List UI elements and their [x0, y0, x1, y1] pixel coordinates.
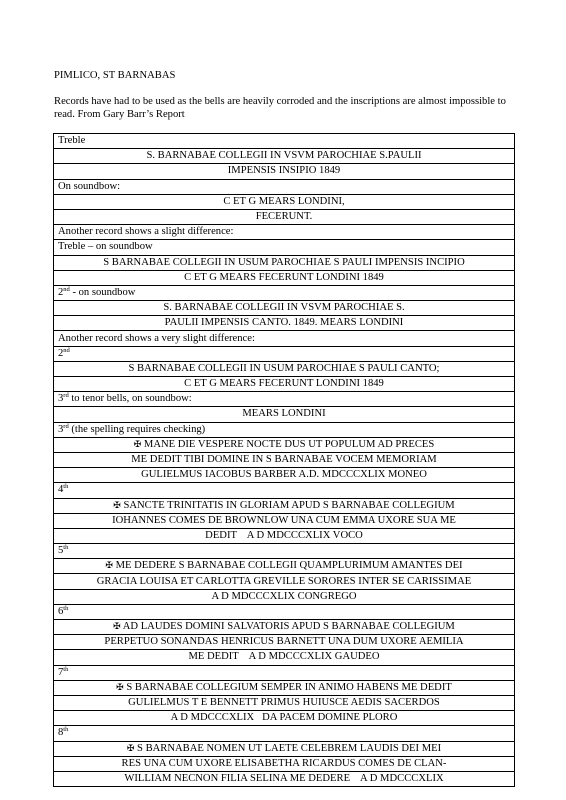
table-row-inscription [54, 559, 515, 574]
table-cell [54, 635, 515, 650]
table-cell [54, 726, 515, 741]
inscription-text: A D MDCCCXLIX CONGREGO [211, 590, 357, 602]
table-row-inscription [54, 741, 515, 756]
inscription-text: GRACIA LOUISA ET CARLOTTA GREVILLE SORORES INTER SE CARISSIMAE [96, 575, 472, 587]
inscription-text: PAULII IMPENSIS CANTO. 1849. MEARS LONDINI [164, 317, 404, 329]
inscription-text: SANCTE TRINITATIS IN GLORIAM APUD S BARNABAE COLLEGIUM [120, 499, 455, 511]
table-cell [54, 528, 515, 543]
inscription-text: S BARNABAE COLLEGII IN USUM PAROCHIAE S PAULI IMPENSIS INCIPIO [103, 256, 465, 268]
bell-number: 3 [58, 423, 64, 435]
table-cell [54, 164, 515, 179]
table-cell [54, 452, 515, 467]
table-row-label [54, 422, 515, 437]
table-row-inscription [54, 164, 515, 179]
inscription-text: S. BARNABAE COLLEGII IN VSVM PAROCHIAE S. [163, 302, 405, 314]
maltese-cross-icon: ✠ [116, 682, 124, 693]
table-cell [54, 756, 515, 771]
inscription-text: GULIELMUS T E BENNETT PRIMUS HUIUSCE AEDIS SACERDOS [128, 697, 440, 709]
table-cell [54, 513, 515, 528]
ordinal-suffix: th [63, 604, 69, 612]
table-cell [54, 209, 515, 224]
inscription-text: FECERUNT. [255, 211, 313, 223]
table-row-inscription [54, 255, 515, 270]
ordinal-suffix: th [63, 544, 69, 552]
table-cell [54, 392, 515, 407]
inscription-text: WILLIAM NECNON FILIA SELINA ME DEDERE A D MDCCCXLIX [124, 772, 444, 784]
inscription-text: C ET G MEARS FECERUNT LONDINI 1849 [184, 378, 384, 390]
inscription-text: DEDIT A D MDCCCXLIX VOCO [205, 529, 363, 541]
row-label-text: Treble [58, 135, 86, 147]
table-row-inscription [54, 528, 515, 543]
table-row-label [54, 544, 515, 559]
maltese-cross-icon: ✠ [105, 561, 113, 572]
table-row-inscription [54, 756, 515, 771]
table-row-inscription [54, 209, 515, 224]
table-cell [54, 437, 515, 452]
bell-number: 2 [58, 286, 64, 298]
table-cell [54, 194, 515, 209]
ordinal-suffix: th [63, 483, 69, 491]
inscription-text: S BARNABAE COLLEGIUM SEMPER IN ANIMO HABENS ME DEDIT [123, 681, 452, 693]
inscription-text: C ET G MEARS LONDINI, [223, 195, 345, 207]
table-row-label [54, 285, 515, 300]
ordinal-suffix: nd [63, 285, 70, 293]
table-row-label [54, 134, 515, 149]
inscription-text: S. BARNABAE COLLEGII IN VSVM PAROCHIAE S.PAULII [146, 150, 422, 162]
inscription-text: IMPENSIS INSIPIO 1849 [227, 165, 341, 177]
table-row-label [54, 665, 515, 680]
table-row-label [54, 726, 515, 741]
maltese-cross-icon: ✠ [133, 439, 142, 450]
inscription-text: A D MDCCCXLIX DA PACEM DOMINE PLORO [170, 712, 398, 724]
table-row-inscription [54, 771, 515, 786]
row-label-text: (the spelling requires checking) [68, 423, 206, 435]
maltese-cross-icon: ✠ [113, 622, 121, 633]
table-cell [54, 331, 515, 346]
bell-number: 5 [58, 545, 64, 557]
bell-number: 6 [58, 605, 64, 617]
inscription-text: RES UNA CUM UXORE ELISABETHA RICARDUS COMES DE CLAN- [121, 757, 447, 769]
table-cell [54, 468, 515, 483]
row-label-text: to tenor bells, on soundbow: [68, 393, 192, 405]
table-cell [54, 604, 515, 619]
table-cell [54, 134, 515, 149]
table-row-label [54, 331, 515, 346]
table-cell [54, 285, 515, 300]
inscription-text: S BARNABAE COLLEGII IN USUM PAROCHIAE S PAULI CANTO; [128, 362, 440, 374]
table-row-inscription [54, 437, 515, 452]
table-row-inscription [54, 316, 515, 331]
ordinal-suffix: rd [63, 422, 69, 430]
table-cell [54, 680, 515, 695]
table-cell [54, 179, 515, 194]
inscription-text: IOHANNES COMES DE BROWNLOW UNA CUM EMMA UXORE SUA ME [112, 514, 456, 526]
bell-number: 7 [58, 666, 64, 678]
table-row-label [54, 240, 515, 255]
row-label-text: Treble – on soundbow [58, 241, 153, 253]
inscription-text: ME DEDERE S BARNABAE COLLEGII QUAMPLURIMUM AMANTES DEI [112, 560, 463, 572]
table-cell [54, 316, 515, 331]
inscription-text: MEARS LONDINI [242, 408, 326, 420]
ordinal-suffix: th [63, 665, 69, 673]
table-cell [54, 665, 515, 680]
table-row-inscription [54, 301, 515, 316]
bell-number: 2 [58, 347, 64, 359]
ordinal-suffix: rd [63, 392, 69, 400]
intro-paragraph: Records have had to be used as the bells are heavily corroded and the inscriptions are almost impossible to read. From Gary Barr’s Report [54, 96, 506, 120]
table-row-inscription [54, 650, 515, 665]
table-cell [54, 589, 515, 604]
inscription-text: MANE DIE VESPERE NOCTE DUS UT POPULUM AD PRECES [141, 438, 435, 450]
table-cell [54, 301, 515, 316]
table-row-label [54, 225, 515, 240]
table-cell [54, 498, 515, 513]
table-row-inscription [54, 361, 515, 376]
table-row-inscription [54, 574, 515, 589]
table-row-inscription [54, 498, 515, 513]
table-row-inscription [54, 452, 515, 467]
table-cell [54, 346, 515, 361]
table-row-label [54, 604, 515, 619]
ordinal-suffix: th [63, 726, 69, 734]
table-cell [54, 240, 515, 255]
inscription-text: AD LAUDES DOMINI SALVATORIS APUD S BARNABAE COLLEGIUM [120, 621, 455, 633]
table-cell [54, 270, 515, 285]
bell-number: 3 [58, 393, 64, 405]
table-cell [54, 741, 515, 756]
table-cell [54, 574, 515, 589]
table-row-inscription [54, 620, 515, 635]
table-cell [54, 650, 515, 665]
table-row-inscription [54, 513, 515, 528]
table-row-inscription [54, 407, 515, 422]
inscription-text: PERPETUO SONANDAS HENRICUS BARNETT UNA DUM UXORE AEMILIA [104, 636, 464, 648]
row-label-text: Another record shows a very slight difference: [58, 332, 255, 344]
inscription-text: C ET G MEARS FECERUNT LONDINI 1849 [184, 271, 384, 283]
table-row-inscription [54, 635, 515, 650]
row-label-text: - on soundbow [69, 286, 136, 298]
table-cell [54, 255, 515, 270]
inscription-text: S BARNABAE NOMEN UT LAETE CELEBREM LAUDIS DEI MEI [134, 742, 442, 754]
table-cell [54, 483, 515, 498]
table-row-inscription [54, 680, 515, 695]
table-cell [54, 544, 515, 559]
table-cell [54, 225, 515, 240]
bell-number: 4 [58, 484, 64, 496]
table-cell [54, 559, 515, 574]
table-cell [54, 695, 515, 710]
inscriptions-table [53, 133, 515, 787]
table-cell [54, 422, 515, 437]
table-cell [54, 377, 515, 392]
table-cell [54, 361, 515, 376]
document-heading: PIMLICO, ST BARNABAS [54, 70, 176, 81]
bell-number: 8 [58, 727, 64, 739]
table-cell [54, 407, 515, 422]
table-row-inscription [54, 468, 515, 483]
maltese-cross-icon: ✠ [113, 500, 121, 511]
inscription-text: ME DEDIT A D MDCCCXLIX GAUDEO [188, 651, 380, 663]
row-label-text: Another record shows a slight difference: [58, 226, 234, 238]
table-row-inscription [54, 270, 515, 285]
table-cell [54, 771, 515, 786]
table-cell [54, 149, 515, 164]
row-label-text: On soundbow: [58, 180, 121, 192]
table-row-inscription [54, 711, 515, 726]
inscription-text: GULIELMUS IACOBUS BARBER A.D. MDCCCXLIX MONEO [141, 469, 427, 481]
table-row-inscription [54, 589, 515, 604]
table-row-label [54, 483, 515, 498]
table-row-inscription [54, 695, 515, 710]
table-cell [54, 711, 515, 726]
table-cell [54, 620, 515, 635]
table-row-label [54, 346, 515, 361]
table-row-inscription [54, 149, 515, 164]
table-row-inscription [54, 377, 515, 392]
table-row-label [54, 179, 515, 194]
table-row-inscription [54, 194, 515, 209]
table-row-label [54, 392, 515, 407]
ordinal-suffix: nd [63, 346, 70, 354]
maltese-cross-icon: ✠ [126, 743, 135, 754]
inscription-text: ME DEDIT TIBI DOMINE IN S BARNABAE VOCEM MEMORIAM [131, 454, 437, 466]
